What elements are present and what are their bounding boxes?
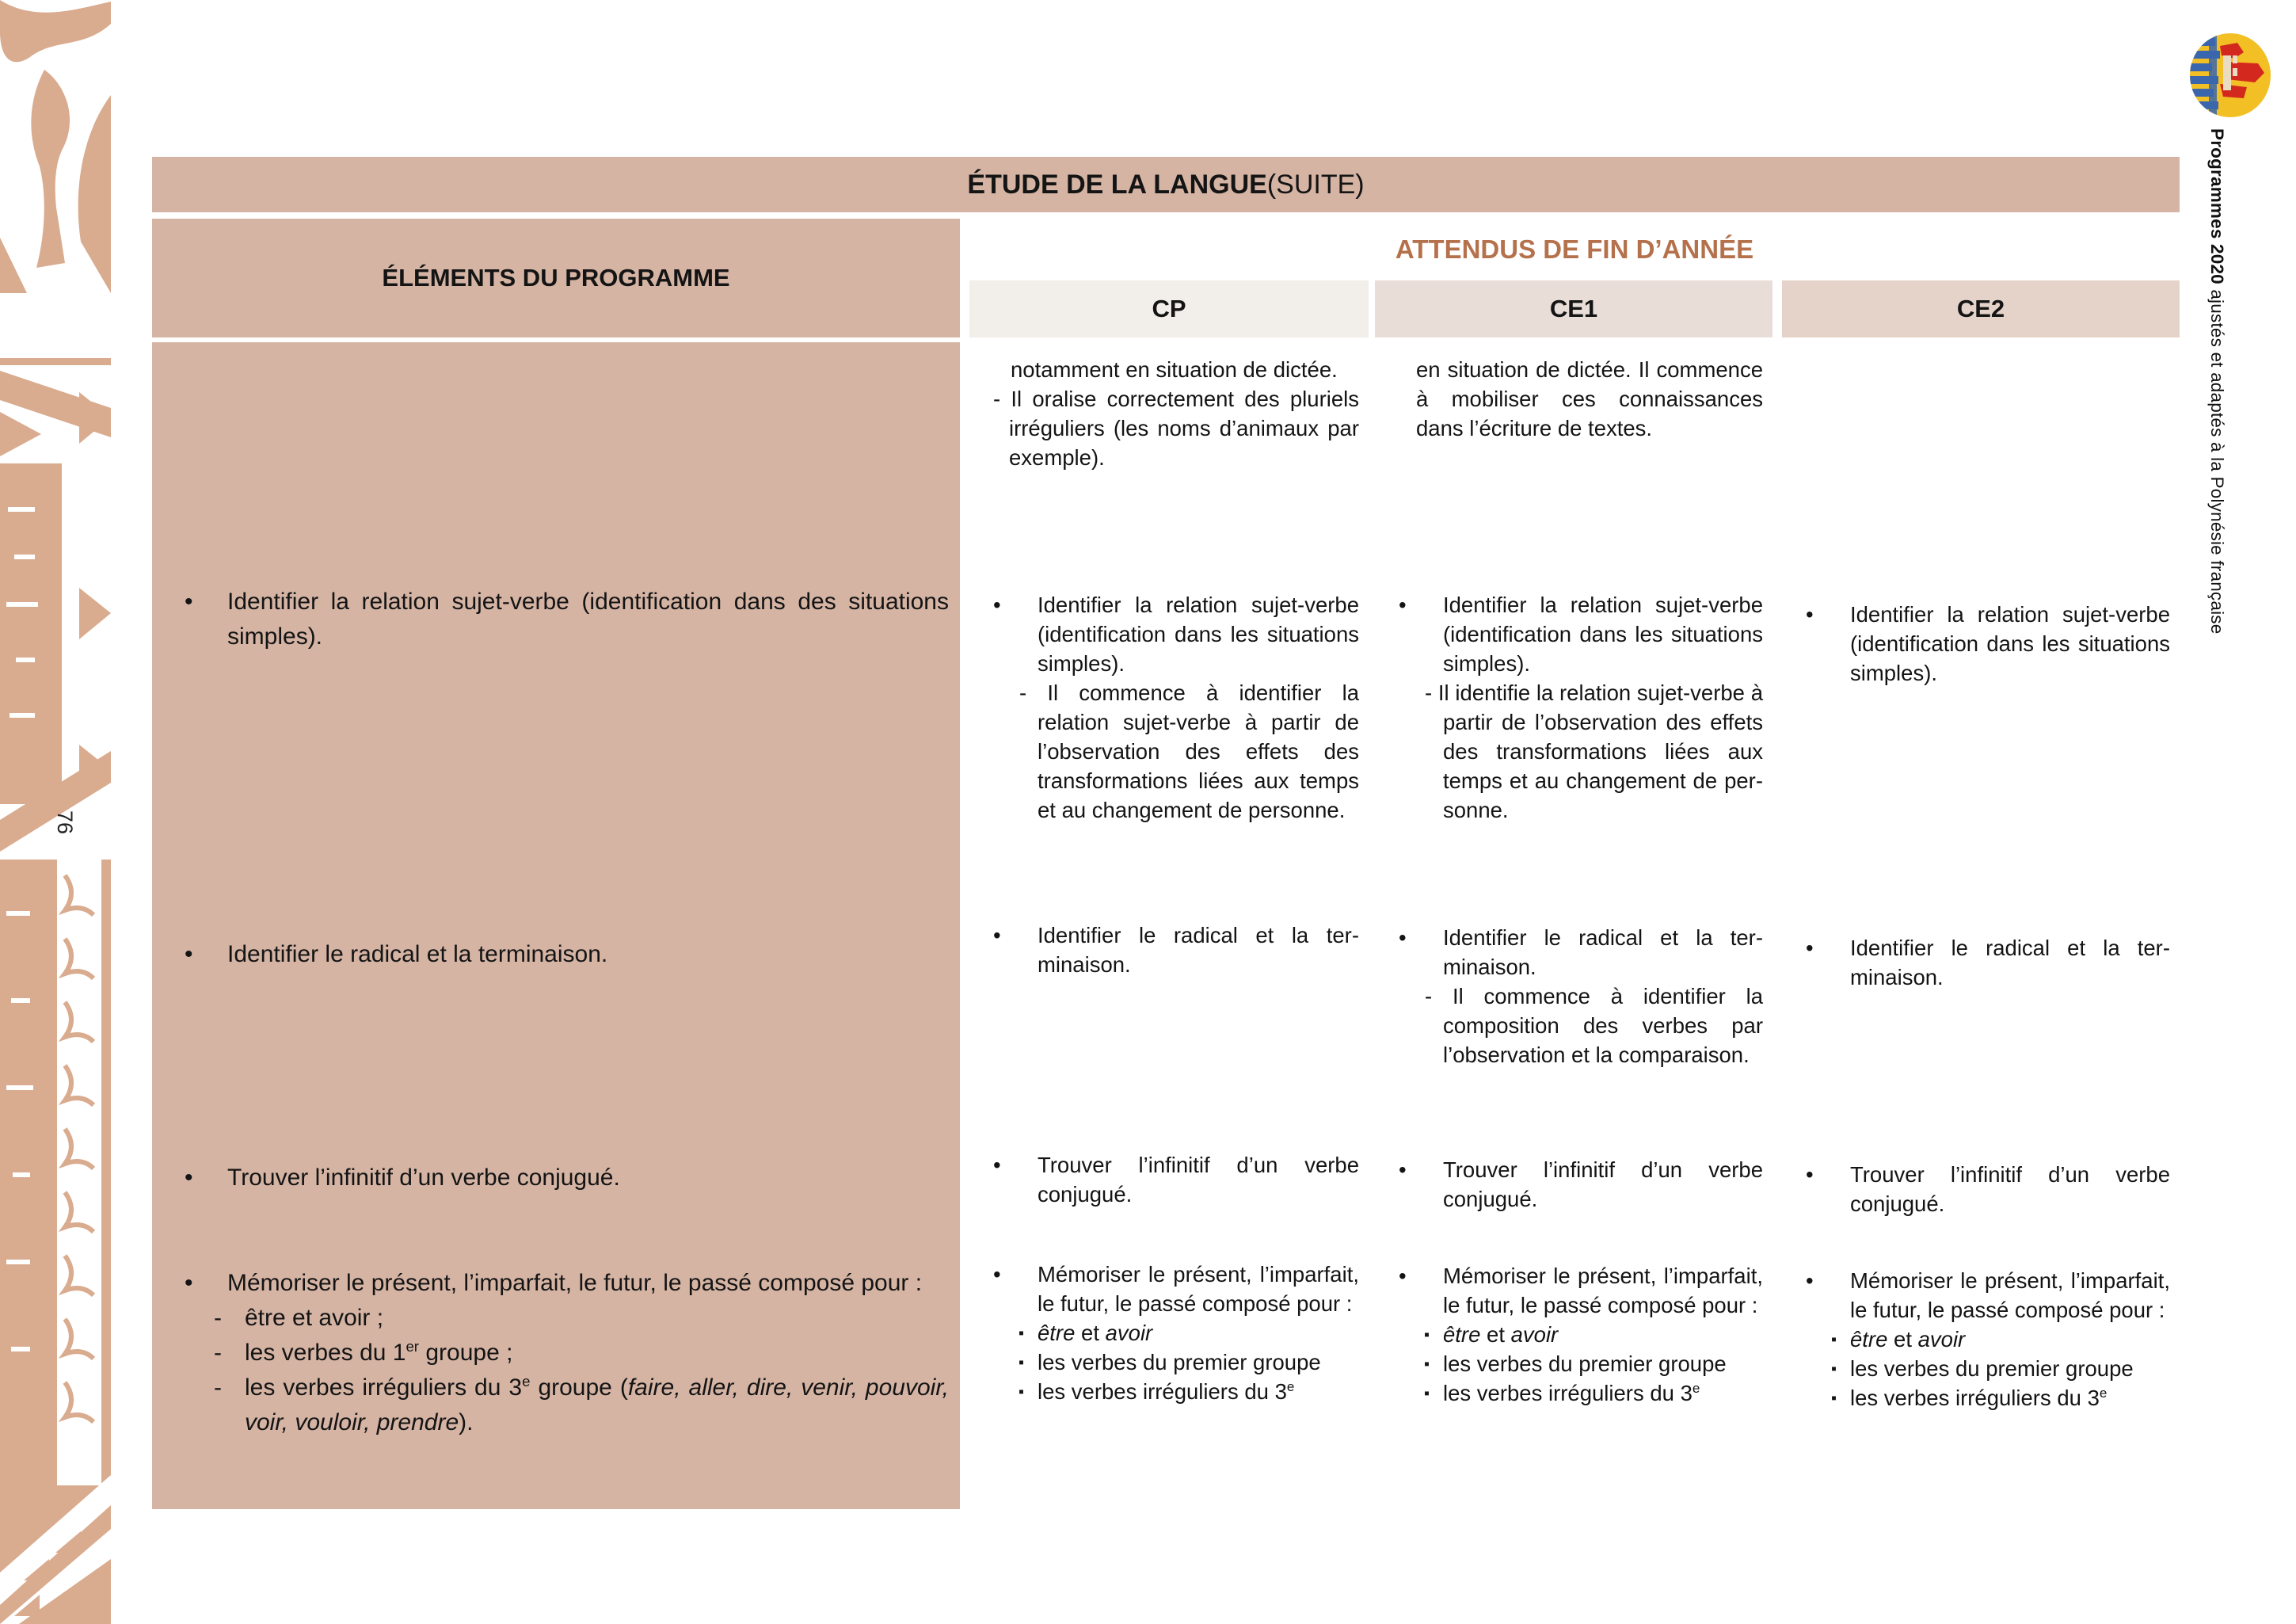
- program-dash-groupe1: - les verbes du 1er groupe ;: [152, 1336, 949, 1370]
- cp-column: [969, 342, 1369, 1515]
- ce1-radical: [1399, 923, 1763, 1069]
- ce1-sq-etre-avoir: ▪ être et avoir: [1399, 1320, 1763, 1349]
- program-bullet-radical-text: • Identifier le radical et la terminaison.: [152, 937, 949, 972]
- program-dash-groupe3: - les verbes irréguliers du 3e groupe (faire, aller, dire, venir, pouvoir, voir, vouloir, prendre).: [152, 1370, 949, 1440]
- table-title-main: ÉTUDE DE LA LANGUE: [967, 169, 1267, 200]
- cp-carry-p1: notamment en situation de dictée.: [1011, 357, 1338, 382]
- cp-carryover: [993, 355, 1359, 472]
- ce2-infinitif: [1806, 1160, 2170, 1218]
- grade-header-ce2: CE2: [1782, 280, 2180, 337]
- program-bullet-radical: [152, 937, 949, 972]
- table-title-bar: [152, 157, 2180, 212]
- ce1-sq-groupe3: ▪ les verbes irréguliers du 3e: [1399, 1378, 1763, 1408]
- side-caption-rest: ajustés et adaptés à la Polynésie française: [2207, 284, 2227, 635]
- ce2-infinitif-bullet: • Trouver l’infinitif d’un verbe conjugué.: [1806, 1160, 2170, 1218]
- page-number: 76: [53, 810, 78, 835]
- superscript-e: e: [1692, 1380, 1700, 1396]
- superscript-e: e: [2099, 1385, 2108, 1401]
- polynesia-emblem-logo: [2188, 32, 2272, 119]
- side-caption: [2207, 128, 2227, 634]
- cp-sq-etre-avoir: ▪ être et avoir: [993, 1318, 1359, 1348]
- irregular-verbs-italic: faire, aller, dire, venir, pouvoir, voir, vouloir, prendre: [245, 1374, 949, 1435]
- ce2-sq-groupe1: ▪ les verbes du premier groupe: [1806, 1354, 2170, 1383]
- ce2-memoriser-bullet: • Mémoriser le présent, l’imparfait, le futur, le passé composé pour :: [1806, 1266, 2170, 1325]
- ce1-radical-sub: - Il commence à identifier la composition des verbes par l’observation et la comparaison.: [1425, 984, 1763, 1067]
- ce1-radical-bullet: • Identifier le radical et la terminaison.: [1399, 923, 1763, 982]
- ce1-relation-sub: - Il identifie la relation sujet-verbe à partir de l’observation des effets des transformations liées aux temps et au changement de personne.: [1425, 680, 1763, 822]
- ce1-memoriser-bullet: • Mémoriser le présent, l’imparfait, le futur, le passé composé pour :: [1399, 1261, 1763, 1320]
- ce2-radical-bullet: • Identifier le radical et la terminaison.: [1806, 933, 2170, 992]
- elements-du-programme-header: ÉLÉMENTS DU PROGRAMME: [152, 219, 960, 337]
- superscript-er: er: [406, 1338, 419, 1355]
- program-bullet-memoriser: [152, 1266, 949, 1440]
- ce1-carryover: [1399, 355, 1763, 443]
- ce2-sq-etre-avoir: ▪ être et avoir: [1806, 1325, 2170, 1354]
- cp-infinitif-bullet: • Trouver l’infinitif d’un verbe conjugué.: [993, 1150, 1359, 1209]
- ce1-infinitif: [1399, 1155, 1763, 1214]
- ce1-carry-p1: en situation de dictée. Il commence à mobiliser ces connaissances dans l’écriture de textes.: [1416, 357, 1763, 440]
- cp-infinitif: [993, 1150, 1359, 1209]
- program-memoriser-sublist: [152, 1301, 949, 1440]
- superscript-e: e: [1286, 1378, 1295, 1394]
- cp-memoriser-bullet: • Mémoriser le présent, l’imparfait, le futur, le passé composé pour :: [993, 1260, 1359, 1318]
- side-caption-bold: Programmes 2020: [2207, 128, 2227, 284]
- grade-header-ce1: CE1: [1375, 280, 1772, 337]
- cp-radical-bullet: • Identifier le radical et la terminaison.: [993, 921, 1359, 979]
- ce2-column: [1782, 342, 2180, 1515]
- table-title-suffix: (SUITE): [1266, 169, 1365, 200]
- program-bullet-infinitif: [152, 1161, 949, 1195]
- program-bullet-relation-text: • Identifier la relation sujet-verbe (identification dans des situations simples).: [152, 585, 949, 654]
- ce2-relation: [1806, 600, 2170, 688]
- cp-memoriser-sublist: [993, 1318, 1359, 1406]
- program-bullet-relation: [152, 585, 949, 654]
- cp-sq-groupe1: ▪ les verbes du premier groupe: [993, 1348, 1359, 1377]
- ce2-relation-bullet: • Identifier la relation sujet-verbe (identification dans les situations simples).: [1806, 600, 2170, 688]
- program-bullet-infinitif-text: • Trouver l’infinitif d’un verbe conjugué.: [152, 1161, 949, 1195]
- cp-sq-groupe3: ▪ les verbes irréguliers du 3e: [993, 1377, 1359, 1406]
- ce1-column: [1375, 342, 1772, 1515]
- ce1-relation-bullet: • Identifier la relation sujet-verbe (identification dans les situations simples).: [1399, 590, 1763, 678]
- ce2-sq-groupe3: ▪ les verbes irréguliers du 3e: [1806, 1383, 2170, 1412]
- grade-header-cp: CP: [969, 280, 1369, 337]
- cp-carry-p2: - Il oralise correctement des pluriels irréguliers (les noms d’animaux par exemple).: [993, 387, 1359, 470]
- cp-radical: [993, 921, 1359, 979]
- ce2-memoriser-sublist: [1806, 1325, 2170, 1412]
- ce1-infinitif-bullet: • Trouver l’infinitif d’un verbe conjugué.: [1399, 1155, 1763, 1214]
- ce2-memoriser: [1806, 1266, 2170, 1412]
- ce1-relation: [1399, 590, 1763, 825]
- cp-memoriser: [993, 1260, 1359, 1406]
- ce1-sq-groupe1: ▪ les verbes du premier groupe: [1399, 1349, 1763, 1378]
- program-dash-etre-avoir: - être et avoir ;: [152, 1301, 949, 1336]
- ce1-memoriser-sublist: [1399, 1320, 1763, 1408]
- cp-relation-sub: - Il commence à identifier la relation sujet-verbe à partir de l’observation des effets des transformations liées aux temps et au changement de personne.: [1019, 680, 1359, 822]
- ce1-memoriser: [1399, 1261, 1763, 1408]
- cp-relation-bullet: • Identifier la relation sujet-verbe (identification dans les situations simples).: [993, 590, 1359, 678]
- cp-relation: [993, 590, 1359, 825]
- program-bullet-memoriser-text: • Mémoriser le présent, l’imparfait, le futur, le passé composé pour :: [152, 1266, 949, 1301]
- attendus-header: ATTENDUS DE FIN D’ANNÉE: [1395, 234, 1754, 264]
- ce2-radical: [1806, 933, 2170, 992]
- superscript-e: e: [522, 1373, 531, 1390]
